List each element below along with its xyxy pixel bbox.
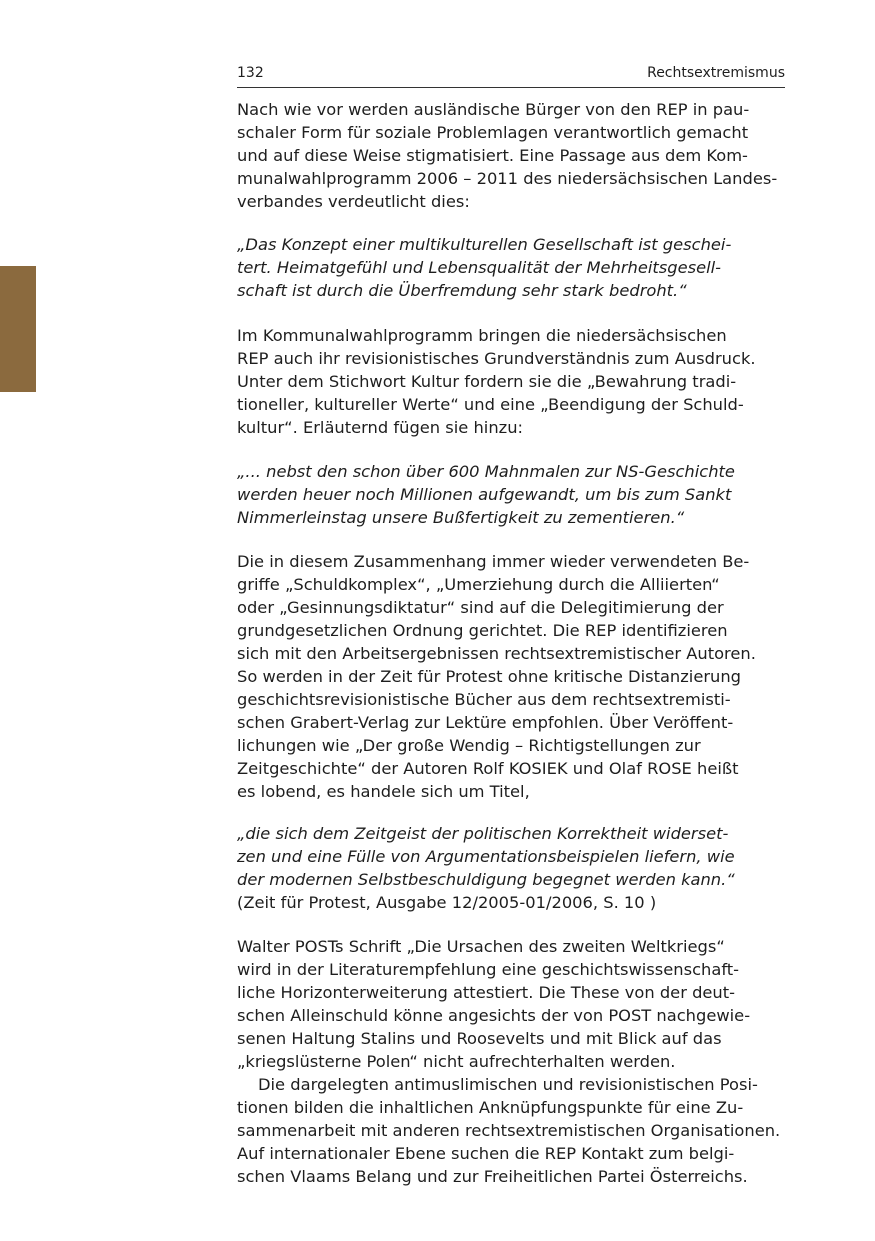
running-title: Rechtsextremismus: [647, 65, 785, 81]
quote-citation: (Zeit für Protest, Ausgabe 12/2005-01/2006, S. 10 ): [237, 893, 657, 912]
text-line: Im Kommunalwahlprogramm bringen die niedersächsischen: [237, 326, 727, 345]
text-line: munalwahlprogramm 2006 – 2011 des niedersächsischen Landes-: [237, 169, 778, 188]
text-line: „kriegslüsterne Polen“ nicht aufrechterhalten werden.: [237, 1052, 676, 1071]
text-line: tionen bilden die inhaltlichen Anknüpfungspunkte für eine Zu-: [237, 1098, 744, 1117]
quote-line: tert. Heimatgefühl und Lebensqualität der Mehrheitsgesell-: [237, 258, 722, 277]
text-line: Unter dem Stichwort Kultur fordern sie die „Bewahrung tradi-: [237, 372, 737, 391]
quote-line: schaft ist durch die Überfremdung sehr stark bedroht.“: [237, 281, 687, 300]
text-line: schen Vlaams Belang und zur Freiheitlichen Partei Österreichs.: [237, 1167, 748, 1186]
chapter-side-tab: [0, 266, 36, 392]
quote-line: der modernen Selbstbeschuldigung begegnet werden kann.“: [237, 870, 735, 889]
text-line: und auf diese Weise stigmatisiert. Eine Passage aus dem Kom-: [237, 146, 748, 165]
text-line: liche Horizonterweiterung attestiert. Die These von der deut-: [237, 983, 735, 1002]
text-line: schen Grabert-Verlag zur Lektüre empfohlen. Über Veröffent-: [237, 713, 734, 732]
page-number: 132: [237, 65, 264, 81]
text-line: schaler Form für soziale Problemlagen verantwortlich gemacht: [237, 123, 749, 142]
text-line: es lobend, es handele sich um Titel,: [237, 782, 530, 801]
text-line: lichungen wie „Der große Wendig – Richtigstellungen zur: [237, 736, 701, 755]
text-line: Walter POSTs Schrift „Die Ursachen des zweiten Weltkriegs“: [237, 937, 725, 956]
paragraph-zusammenarbeit: [237, 1073, 785, 1188]
text-line: Auf internationaler Ebene suchen die REP Kontakt zum belgi-: [237, 1144, 735, 1163]
text-line: REP auch ihr revisionistisches Grundverständnis zum Ausdruck.: [237, 349, 756, 368]
quote-line: zen und eine Fülle von Argumentationsbeispielen liefern, wie: [237, 847, 735, 866]
text-line: Die in diesem Zusammenhang immer wieder verwendeten Be-: [237, 552, 750, 571]
text-line: verbandes verdeutlicht dies:: [237, 192, 470, 211]
text-line: Nach wie vor werden ausländische Bürger von den REP in pau-: [237, 100, 750, 119]
quote-multikulturell: [237, 233, 785, 302]
text-line: sich mit den Arbeitsergebnissen rechtsextremistischer Autoren.: [237, 644, 756, 663]
text-line: geschichtsrevisionistische Bücher aus dem rechtsextremisti-: [237, 690, 731, 709]
text-line: griffe „Schuldkomplex“, „Umerziehung durch die Alliierten“: [237, 575, 720, 594]
page-header: [237, 63, 785, 89]
text-line: grundgesetzlichen Ordnung gerichtet. Die REP identifizieren: [237, 621, 728, 640]
paragraph-post: [237, 935, 785, 1073]
paragraph-begriffe: [237, 550, 785, 803]
text-line: senen Haltung Stalins und Roosevelts und mit Blick auf das: [237, 1029, 722, 1048]
text-line: Zeitgeschichte“ der Autoren Rolf KOSIEK und Olaf ROSE heißt: [237, 759, 739, 778]
text-line: oder „Gesinnungsdiktatur“ sind auf die Delegitimierung der: [237, 598, 724, 617]
text-line: So werden in der Zeit für Protest ohne kritische Distanzierung: [237, 667, 742, 686]
paragraph-kommunalwahlprogramm: [237, 324, 785, 439]
quote-zeitgeist: [237, 822, 785, 914]
quote-line: „... nebst den schon über 600 Mahnmalen zur NS-Geschichte: [237, 462, 735, 481]
quote-line: Nimmerleinstag unsere Bußfertigkeit zu zementieren.“: [237, 508, 685, 527]
text-line: schen Alleinschuld könne angesichts der von POST nachgewie-: [237, 1006, 751, 1025]
text-line: sammenarbeit mit anderen rechtsextremistischen Organisationen.: [237, 1121, 781, 1140]
quote-line: „Das Konzept einer multikulturellen Gesellschaft ist geschei-: [237, 235, 732, 254]
text-line: tioneller, kultureller Werte“ und eine „Beendigung der Schuld-: [237, 395, 744, 414]
quote-line: werden heuer noch Millionen aufgewandt, um bis zum Sankt: [237, 485, 732, 504]
text-line: wird in der Literaturempfehlung eine geschichtswissenschaft-: [237, 960, 740, 979]
header-rule: [237, 87, 785, 88]
paragraph-foreigners: [237, 98, 785, 213]
quote-line: „die sich dem Zeitgeist der politischen Korrektheit widerset-: [237, 824, 729, 843]
quote-mahnmale: [237, 460, 785, 529]
text-line: Die dargelegten antimuslimischen und revisionistischen Posi-: [258, 1075, 758, 1094]
text-line: kultur“. Erläuternd fügen sie hinzu:: [237, 418, 523, 437]
